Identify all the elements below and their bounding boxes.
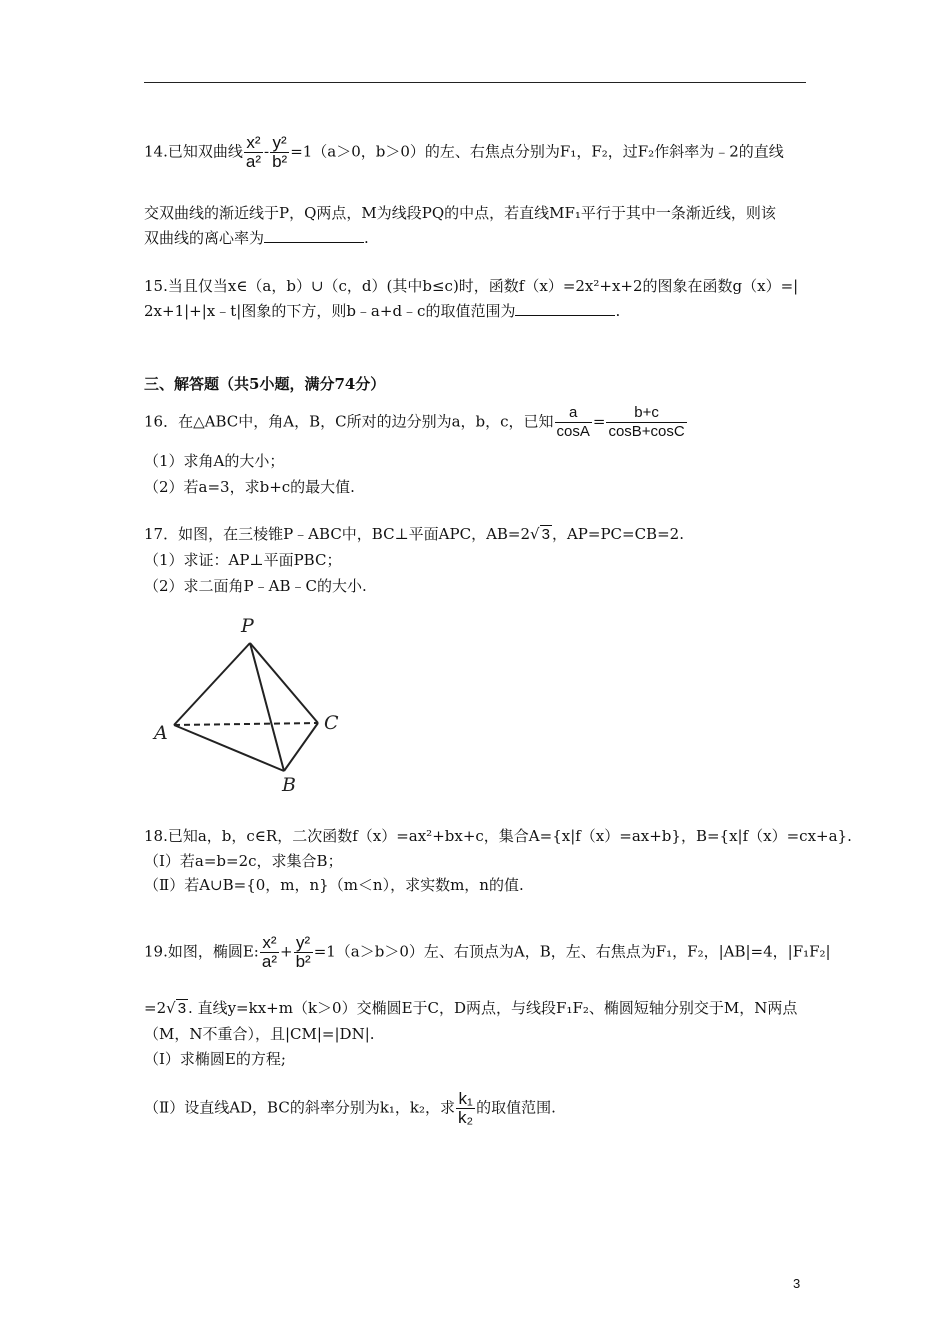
q19-line-3: （M，N不重合），且|CM|=|DN|. bbox=[144, 1025, 375, 1043]
pyramid-figure bbox=[144, 605, 354, 795]
q17-part-1: （1）求证：AP⊥平面PBC； bbox=[144, 551, 342, 569]
section-heading: 三、解答题（共5小题，满分74分） bbox=[144, 375, 386, 393]
q19-line-1: 19.如图，椭圆E: $\frac{\text{x²}}{\text{a²}}$ + $\frac{\text{y²}}{\text{b²}}$ =1（a＞b＞0）左、右顶点为A，B，左、右焦点为F₁，F₂，|AB|=4，|F₁F₂| bbox=[144, 933, 831, 971]
q19-fraction-y: $\frac{\text{y²}}{\text{b²}}$ bbox=[295, 933, 311, 971]
q18-part-1: （Ⅰ）若a=b=2c，求集合B； bbox=[144, 852, 343, 870]
q16-fraction-bc: $\frac{b+c}{\cos B+\cos C}$ bbox=[608, 404, 685, 440]
q17-part-2: （2）求二面角P﹣AB﹣C的大小. bbox=[144, 577, 367, 595]
q19-sqrt: √ 3 bbox=[166, 999, 187, 1017]
label-b: B bbox=[282, 774, 296, 795]
q14-line-1 bbox=[144, 134, 784, 171]
q14-answer-blank bbox=[264, 228, 364, 243]
q19-fraction-x: $\frac{\text{x²}}{\text{a²}}$ bbox=[261, 933, 277, 971]
q14-text-b: =1（a＞0，b＞0）的左、右焦点分别为F₁，F₂，过F₂作斜率为﹣2的直线 bbox=[290, 142, 784, 161]
label-c: C bbox=[324, 712, 339, 734]
q15-answer-blank bbox=[515, 301, 615, 316]
edge-ac-hidden bbox=[174, 723, 318, 725]
q19-part-2: （Ⅱ）设直线AD，BC的斜率分别为k₁，k₂，求 $\frac{\text{k₁}}{\text{k₂}}$ 的取值范围. bbox=[144, 1089, 556, 1127]
q19-part-1: （Ⅰ）求椭圆E的方程; bbox=[144, 1050, 286, 1068]
label-a: A bbox=[154, 722, 168, 744]
edge-ab bbox=[174, 725, 284, 771]
edge-pa bbox=[174, 643, 250, 725]
q18-part-2: （Ⅱ）若A∪B={0，m，n}（m＜n），求实数m，n的值. bbox=[144, 876, 524, 894]
q17-line-1: 17．如图，在三棱锥P﹣ABC中，BC⊥平面APC，AB=2√ 3 ，AP=PC=CB=2. bbox=[144, 525, 684, 543]
header-rule bbox=[144, 82, 806, 83]
q16-part-1: （1）求角A的大小； bbox=[144, 452, 285, 470]
edge-bc bbox=[284, 723, 318, 771]
q14-line-2: 交双曲线的渐近线于P，Q两点，M为线段PQ的中点，若直线MF₁平行于其中一条渐近线，则该 bbox=[144, 204, 776, 222]
q16-fraction-a: $\frac{a}{\cos A}$ bbox=[556, 404, 590, 440]
q15-line-1: 15.当且仅当x∈（a，b）∪（c，d）(其中b≤c)时，函数f（x）=2x²+x+2的图象在函数g（x）=| bbox=[144, 277, 799, 295]
q19-line-2: =2√ 3 . 直线y=kx+m（k＞0）交椭圆E于C，D两点，与线段F₁F₂、椭圆短轴分别交于M，N两点 bbox=[144, 999, 798, 1017]
q16-part-2: （2）若a=3，求b+c的最大值. bbox=[144, 478, 355, 496]
page-number: 3 bbox=[793, 1276, 801, 1291]
q16-line-1: 16．在△ABC中，角A，B，C所对的边分别为a，b，c，已知 $\frac{a}{\cos A}$ = $\frac{b+c}{\cos B+\cos C}$ bbox=[144, 404, 685, 440]
q17-sqrt: √ 3 bbox=[530, 525, 550, 543]
q14-text-a: 14.已知双曲线 bbox=[144, 142, 243, 161]
q19-fraction-k: $\frac{\text{k₁}}{\text{k₂}}$ bbox=[458, 1089, 474, 1127]
q18-line-1: 18.已知a，b，c∈R，二次函数f（x）=ax²+bx+c，集合A={x|f（x）=ax+b}，B={x|f（x）=cx+a}. bbox=[144, 827, 852, 845]
label-p: P bbox=[241, 615, 254, 637]
q14-fraction-x: $\frac{\text{x²}}{\text{a²}}$ bbox=[245, 133, 261, 171]
q14-minus: - bbox=[263, 142, 270, 161]
q14-line-3: 双曲线的离心率为 . bbox=[144, 229, 369, 247]
q14-fraction-y: $\frac{\text{y²}}{\text{b²}}$ bbox=[272, 133, 288, 171]
q15-line-2: 2x+1|+|x﹣t|图象的下方，则b﹣a+d﹣c的取值范围为 . bbox=[144, 302, 621, 320]
